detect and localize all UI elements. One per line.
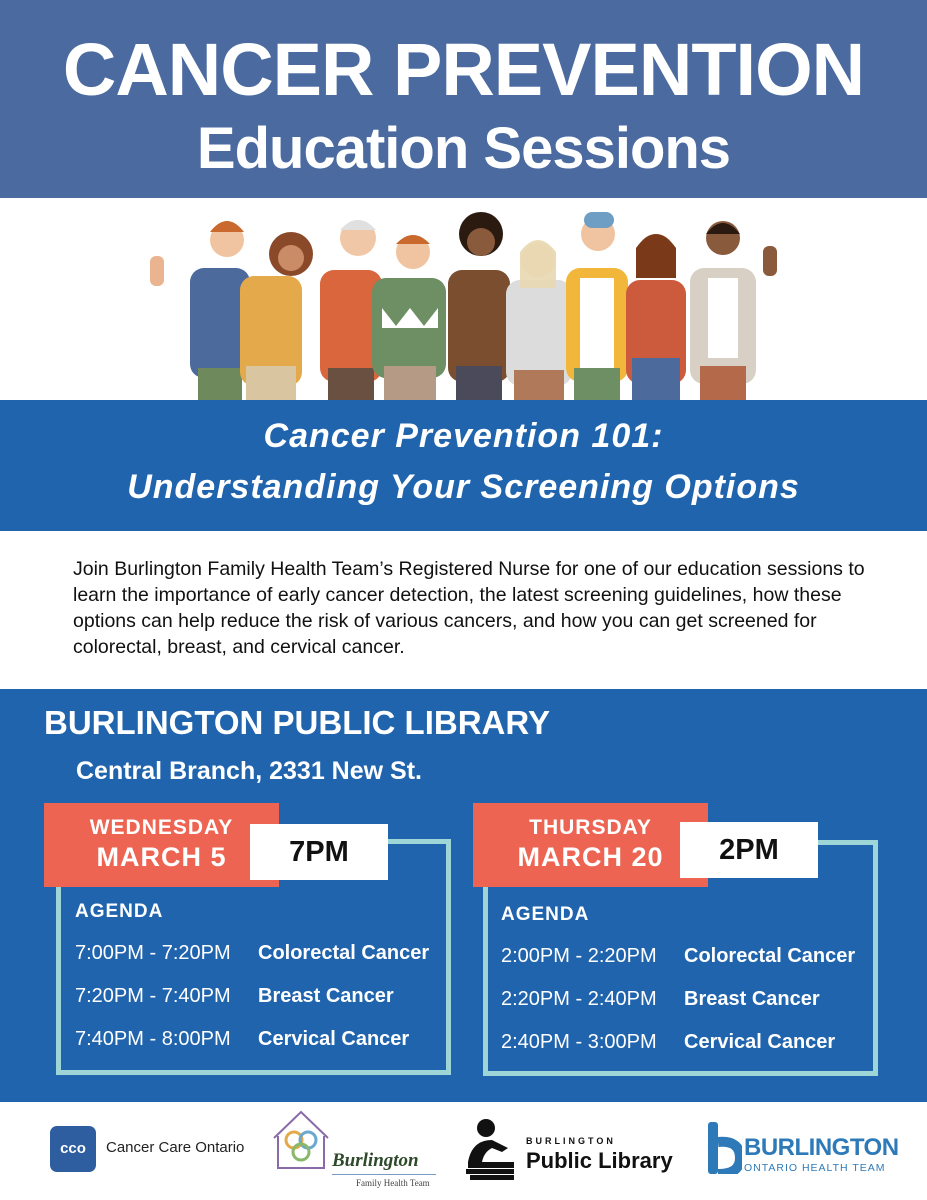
venue-section — [0, 689, 927, 1102]
session-date: MARCH 5 — [96, 842, 227, 872]
cco-logo-icon — [50, 1126, 96, 1172]
boht-tagline: ONTARIO HEALTH TEAM — [744, 1162, 886, 1174]
cco-name: Cancer Care Ontario — [106, 1139, 245, 1156]
house-heart-logo-icon — [270, 1108, 332, 1170]
session-date: MARCH 20 — [517, 842, 664, 872]
agenda-topic: Cervical Cancer — [684, 1031, 836, 1053]
session-title-line2: Understanding Your Screening Options — [127, 468, 800, 506]
agenda-time: 7:20PM - 7:40PM — [75, 985, 231, 1007]
agenda-time: 2:40PM - 3:00PM — [501, 1031, 657, 1053]
session-day: WEDNESDAY — [89, 816, 234, 839]
b-letter-logo-icon — [708, 1122, 742, 1174]
page-subtitle: Education Sessions — [196, 116, 731, 181]
agenda-topic: Colorectal Cancer — [684, 945, 856, 967]
intro-paragraph: Join Burlington Family Health Team’s Registered Nurse for one of our education sessions to learn the importance of early cancer detection, the latest screening guidelines, how these options can help reduce the risk of various cancers, and how you can get screened for colorectal, breast, and cervical cancer. — [73, 558, 865, 658]
agenda-topic: Breast Cancer — [684, 988, 820, 1010]
agenda-time: 2:00PM - 2:20PM — [501, 945, 657, 967]
session-title-banner — [0, 400, 927, 531]
session-date-box-2 — [473, 803, 708, 887]
bfht-name: Burlington — [332, 1150, 419, 1171]
session-date-box-1 — [44, 803, 279, 887]
venue-name: BURLINGTON PUBLIC LIBRARY — [44, 704, 550, 741]
agenda-topic: Breast Cancer — [258, 985, 394, 1007]
cco-mark: cco — [60, 1140, 86, 1157]
footer-logos — [0, 1102, 927, 1200]
venue-address: Central Branch, 2331 New St. — [76, 757, 422, 785]
agenda-heading: AGENDA — [501, 904, 590, 925]
agenda-time: 7:00PM - 7:20PM — [75, 942, 231, 964]
session-time-box-1: 7PM — [250, 824, 388, 880]
boht-name: BURLINGTON — [744, 1134, 899, 1161]
agenda-topic: Cervical Cancer — [258, 1028, 410, 1050]
burlington-ontario-health-team-logo — [708, 1122, 899, 1182]
header-banner — [0, 0, 927, 198]
agenda-heading: AGENDA — [75, 901, 164, 922]
agenda-time: 2:20PM - 2:40PM — [501, 988, 657, 1010]
session-day: THURSDAY — [529, 816, 652, 839]
bpl-name: Public Library — [526, 1148, 673, 1173]
burlington-family-health-team-logo — [270, 1108, 440, 1198]
session-time-box-2: 2PM — [680, 822, 818, 878]
diverse-group-of-people-illustration-icon — [0, 198, 927, 400]
cancer-care-ontario-logo — [50, 1126, 270, 1176]
bpl-top: BURLINGTON — [526, 1136, 616, 1146]
session-title-line1: Cancer Prevention 101: — [263, 417, 664, 455]
session-agenda-2 — [501, 903, 861, 1063]
burlington-public-library-logo — [462, 1118, 692, 1184]
agenda-topic: Colorectal Cancer — [258, 942, 430, 964]
page-title: CANCER PREVENTION — [62, 28, 865, 111]
reader-with-books-logo-icon — [462, 1118, 520, 1180]
people-illustration — [0, 198, 927, 400]
session-agenda-1 — [75, 900, 435, 1060]
bfht-tagline: Family Health Team — [356, 1178, 430, 1188]
agenda-time: 7:40PM - 8:00PM — [75, 1028, 231, 1050]
